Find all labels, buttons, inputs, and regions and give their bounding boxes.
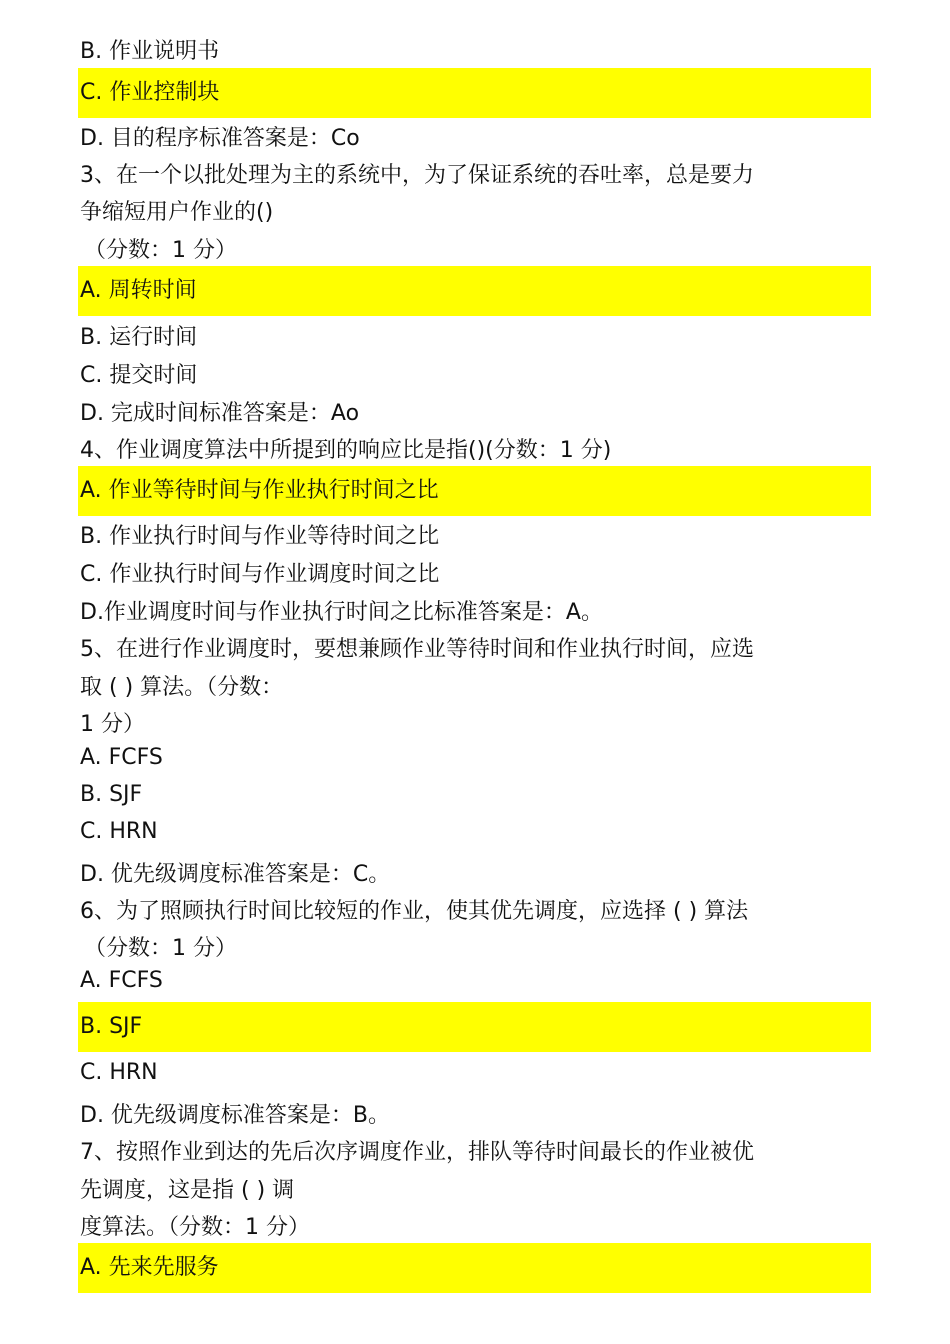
question-5-score: 1 分） xyxy=(80,712,145,737)
q5-option-d: D. 优先级调度标准答案是：C。 xyxy=(80,862,391,887)
question-3-cont: 争缩短用户作业的() xyxy=(80,200,274,225)
q4-option-b: B. 作业执行时间与作业等待时间之比 xyxy=(80,524,440,549)
q4-option-a: A. 作业等待时间与作业执行时间之比 xyxy=(80,478,439,503)
q3-option-b: B. 运行时间 xyxy=(80,325,198,350)
q6-option-b: B. SJF xyxy=(80,1014,143,1039)
question-7-cont: 先调度，这是指 ( ) 调 xyxy=(80,1178,295,1203)
answer-highlight xyxy=(78,1243,871,1293)
question-6: 6、为了照顾执行时间比较短的作业，使其优先调度，应选择 ( ) 算法 xyxy=(80,899,749,924)
question-6-score: （分数：1 分） xyxy=(84,936,237,961)
question-3-score: （分数：1 分） xyxy=(84,238,237,263)
q3-option-a: A. 周转时间 xyxy=(80,278,197,303)
q3-option-c: C. 提交时间 xyxy=(80,363,198,388)
q5-option-b: B. SJF xyxy=(80,782,143,807)
q4-option-c: C. 作业执行时间与作业调度时间之比 xyxy=(80,562,440,587)
question-4: 4、作业调度算法中所提到的响应比是指()(分数：1 分) xyxy=(80,438,612,463)
q6-option-c: C. HRN xyxy=(80,1060,158,1085)
q7-option-a: A. 先来先服务 xyxy=(80,1255,219,1280)
question-7: 7、按照作业到达的先后次序调度作业，排队等待时间最长的作业被优 xyxy=(80,1140,754,1165)
answer-highlight xyxy=(78,68,871,118)
line-d-option: D. 目的程序标准答案是：Co xyxy=(80,126,360,151)
q5-option-c: C. HRN xyxy=(80,819,158,844)
answer-highlight xyxy=(78,466,871,516)
question-3: 3、在一个以批处理为主的系统中，为了保证系统的吞吐率，总是要力 xyxy=(80,163,754,188)
answer-highlight xyxy=(78,266,871,316)
line-b-option: B. 作业说明书 xyxy=(80,39,220,64)
question-7-score: 度算法。（分数：1 分） xyxy=(80,1215,310,1240)
q6-option-a: A. FCFS xyxy=(80,968,163,993)
q6-option-d: D. 优先级调度标准答案是：B。 xyxy=(80,1103,391,1128)
q4-option-d: D.作业调度时间与作业执行时间之比标准答案是：A。 xyxy=(80,600,603,625)
line-c-option: C. 作业控制块 xyxy=(80,80,220,105)
question-5: 5、在进行作业调度时，要想兼顾作业等待时间和作业执行时间，应选 xyxy=(80,637,754,662)
answer-highlight xyxy=(78,1002,871,1052)
q5-option-a: A. FCFS xyxy=(80,745,163,770)
q3-option-d: D. 完成时间标准答案是：Ao xyxy=(80,401,360,426)
question-5-cont: 取 ( ) 算法。（分数： xyxy=(80,675,284,700)
